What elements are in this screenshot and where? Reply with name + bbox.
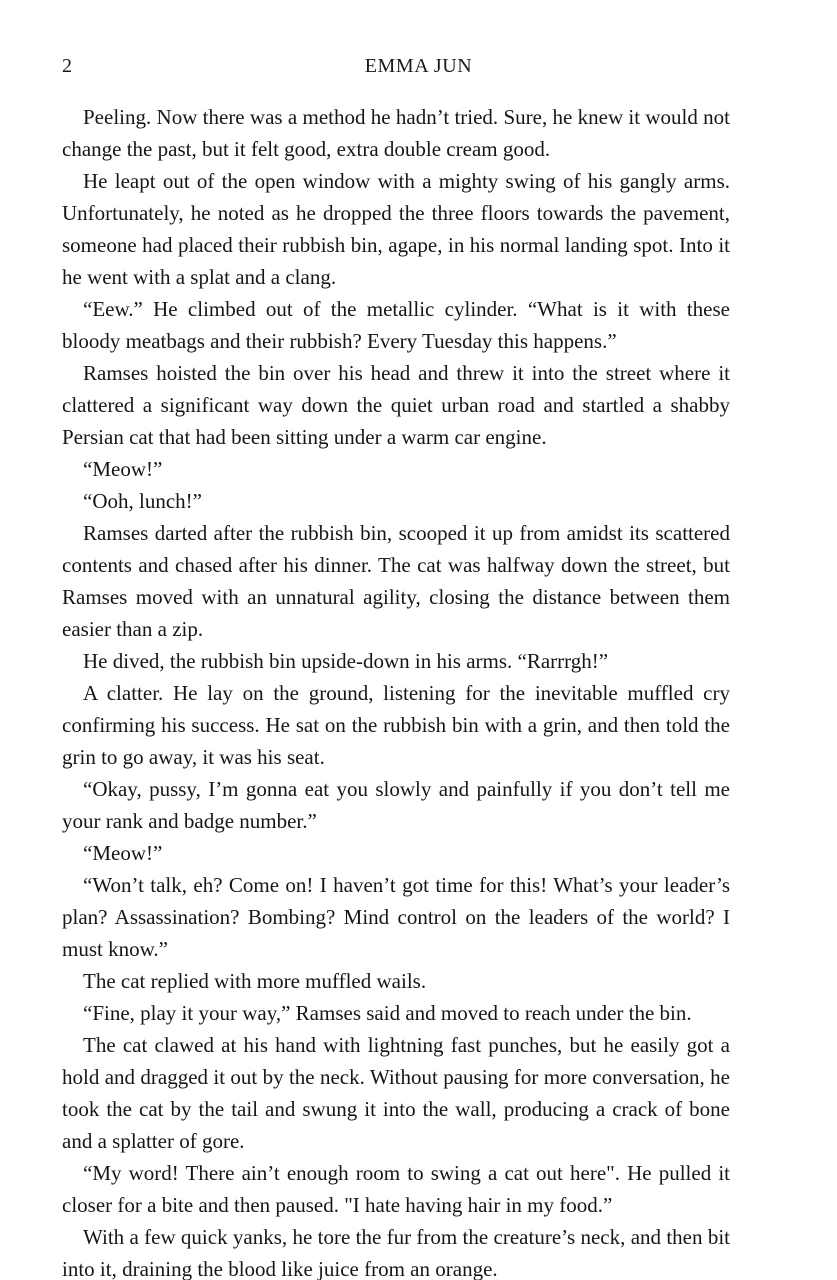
paragraph: “Meow!” [83, 457, 163, 481]
paragraph: The cat replied with more muffled wails. [83, 969, 427, 993]
paragraph: “Eew.” He climbed out of the metallic cylinder. “What is it with these bloody meatbags and their rubbish? Every Tuesday this happens.” [62, 297, 730, 353]
page-number: 2 [62, 55, 72, 77]
paragraph: He dived, the rubbish bin upside-down in his arms. “Rarrrgh!” [83, 649, 609, 673]
paragraph: Peeling. Now there was a method he hadn’t tried. Sure, he knew it would not change the past, but it felt good, extra double cream good. [62, 105, 730, 161]
paragraph: The cat clawed at his hand with lightning fast punches, but he easily got a hold and dragged it out by the neck. Without pausing for more conversation, he took the cat by the tail and swung it into the wall, producing a crack of bone and a splatter of gore. [62, 1033, 730, 1153]
paragraph: “Won’t talk, eh? Come on! I haven’t got time for this! What’s your leader’s plan? Assassination? Bombing? Mind control on the leaders of the world? I must know.” [62, 873, 730, 961]
paragraph: He leapt out of the open window with a mighty swing of his gangly arms. Unfortunately, he noted as he dropped the three floors towards the pavement, someone had placed their rubbish bin, agape, in his normal landing spot. Into it he went with a splat and a clang. [62, 169, 730, 289]
paragraph: “Okay, pussy, I’m gonna eat you slowly and painfully if you don’t tell me your rank and badge number.” [62, 777, 730, 833]
paragraph: “Fine, play it your way,” Ramses said and moved to reach under the bin. [83, 1001, 692, 1025]
page-body-text [62, 101, 730, 1280]
paragraph: Ramses hoisted the bin over his head and threw it into the street where it clattered a significant way down the quiet urban road and startled a shabby Persian cat that had been sitting under a warm car engine. [62, 361, 730, 449]
running-head [0, 54, 837, 80]
paragraph: “My word! There ain’t enough room to swing a cat out here". He pulled it closer for a bite and then paused. "I hate having hair in my food.” [62, 1161, 730, 1217]
paragraph: Ramses darted after the rubbish bin, scooped it up from amidst its scattered contents and chased after his dinner. The cat was halfway down the street, but Ramses moved with an unnatural agility, closing the distance between them easier than a zip. [62, 521, 730, 641]
running-header-title: EMMA JUN [364, 55, 473, 77]
paragraph: “Meow!” [83, 841, 163, 865]
paragraph: “Ooh, lunch!” [83, 489, 202, 513]
paragraph: A clatter. He lay on the ground, listening for the inevitable muffled cry confirming his success. He sat on the rubbish bin with a grin, and then told the grin to go away, it was his seat. [62, 681, 730, 769]
paragraph: With a few quick yanks, he tore the fur from the creature’s neck, and then bit into it, draining the blood like juice from an orange. [62, 1225, 730, 1280]
